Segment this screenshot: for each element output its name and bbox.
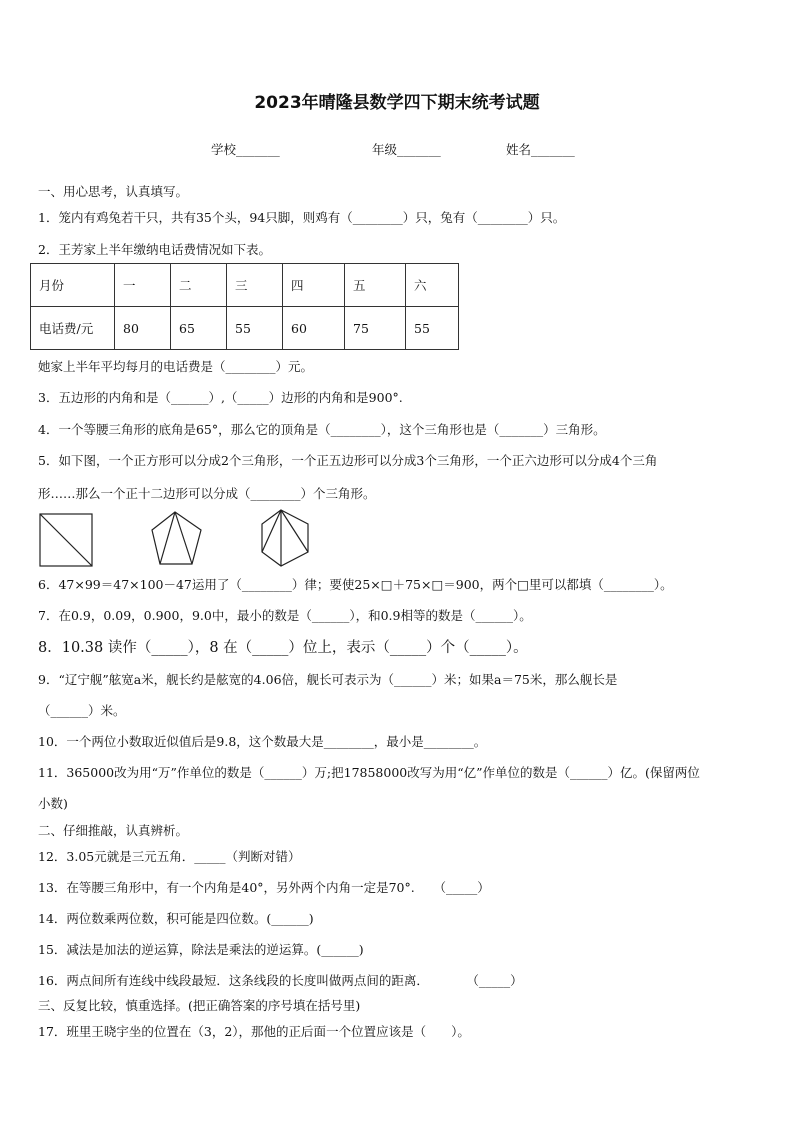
section3-heading: 三、反复比较，慎重选择。(把正确答案的序号填在括号里) (38, 998, 361, 1013)
polygon-figures (38, 508, 338, 568)
question-2: 2．王芳家上半年缴纳电话费情况如下表。 (38, 242, 271, 257)
table-cell: 四 (283, 264, 345, 307)
grade-field: 年级_______ (372, 142, 441, 157)
question-11-line2: 小数) (38, 796, 68, 811)
hexagon-figure (262, 510, 308, 566)
question-3: 3．五边形的内角和是（______）,（_____）边形的内角和是900°. (38, 390, 403, 405)
question-4: 4．一个等腰三角形的底角是65°，那么它的顶角是（________），这个三角形也是（_______）三角形。 (38, 422, 606, 437)
table-cell: 60 (283, 307, 345, 350)
question-5-line1: 5．如下图，一个正方形可以分成2个三角形，一个正五边形可以分成3个三角形，一个正六边形可以分成4个三角 (38, 453, 658, 468)
question-9-line1: 9．“辽宁舰”舷宽a米，舰长约是舷宽的4.06倍，舰长可表示为（______）米；如果a＝75米，那么舰长是 (38, 672, 618, 687)
section2-heading: 二、仔细推敲，认真辨析。 (38, 823, 189, 838)
table-cell: 月份 (31, 264, 115, 307)
table-cell: 三 (227, 264, 283, 307)
question-10: 10．一个两位小数取近似值后是9.8，这个数最大是________，最小是________。 (38, 734, 487, 749)
question-5-line2: 形……那么一个正十二边形可以分成（________）个三角形。 (38, 486, 376, 501)
table-row (31, 307, 459, 350)
question-8: 8．10.38 读作（_____），8 在（_____）位上，表示（_____）个（_____）。 (38, 640, 528, 656)
square-figure (40, 514, 92, 566)
question-14: 14．两位数乘两位数，积可能是四位数。(______) (38, 911, 314, 926)
phone-fee-table (30, 263, 459, 350)
question-12: 12．3.05元就是三元五角．_____（判断对错） (38, 849, 301, 864)
question-15: 15．减法是加法的逆运算，除法是乘法的逆运算。(______) (38, 942, 364, 957)
question-11-line1: 11．365000改为用“万”作单位的数是（______）万;把17858000改写为用“亿”作单位的数是（______）亿。(保留两位 (38, 765, 700, 780)
question-9-line2: （______）米。 (38, 703, 126, 718)
question-13: 13．在等腰三角形中，有一个内角是40°，另外两个内角一定是70°. （_____） (38, 880, 490, 895)
question-6: 6．47×99＝47×100－47运用了（________）律；要使25×□＋75×□＝900，两个□里可以都填（________）。 (38, 577, 673, 592)
name-field: 姓名_______ (506, 142, 575, 157)
table-cell: 55 (227, 307, 283, 350)
question-17: 17．班里王晓宇坐的位置在（3，2），那他的正后面一个位置应该是（ ）。 (38, 1024, 470, 1039)
table-cell: 二 (171, 264, 227, 307)
table-row (31, 264, 459, 307)
table-cell: 五 (345, 264, 406, 307)
table-cell: 75 (345, 307, 406, 350)
question-2-tail: 她家上半年平均每月的电话费是（________）元。 (38, 359, 314, 374)
table-cell: 六 (406, 264, 459, 307)
page-title: 2023年晴隆县数学四下期末统考试题 (254, 93, 540, 113)
question-7: 7．在0.9，0.09，0.900，9.0中，最小的数是（______），和0.9相等的数是（______）。 (38, 608, 532, 623)
table-cell: 电话费/元 (31, 307, 115, 350)
table-cell: 80 (115, 307, 171, 350)
school-field: 学校_______ (211, 142, 280, 157)
section1-heading: 一、用心思考，认真填写。 (38, 184, 189, 199)
table-cell: 一 (115, 264, 171, 307)
table-cell: 65 (171, 307, 227, 350)
question-16: 16．两点间所有连线中线段最短．这条线段的长度叫做两点间的距离． （_____） (38, 973, 523, 988)
question-1: 1．笼内有鸡兔若干只，共有35个头，94只脚，则鸡有（________）只，兔有（________）只。 (38, 210, 566, 225)
pentagon-figure (152, 512, 201, 564)
table-cell: 55 (406, 307, 459, 350)
